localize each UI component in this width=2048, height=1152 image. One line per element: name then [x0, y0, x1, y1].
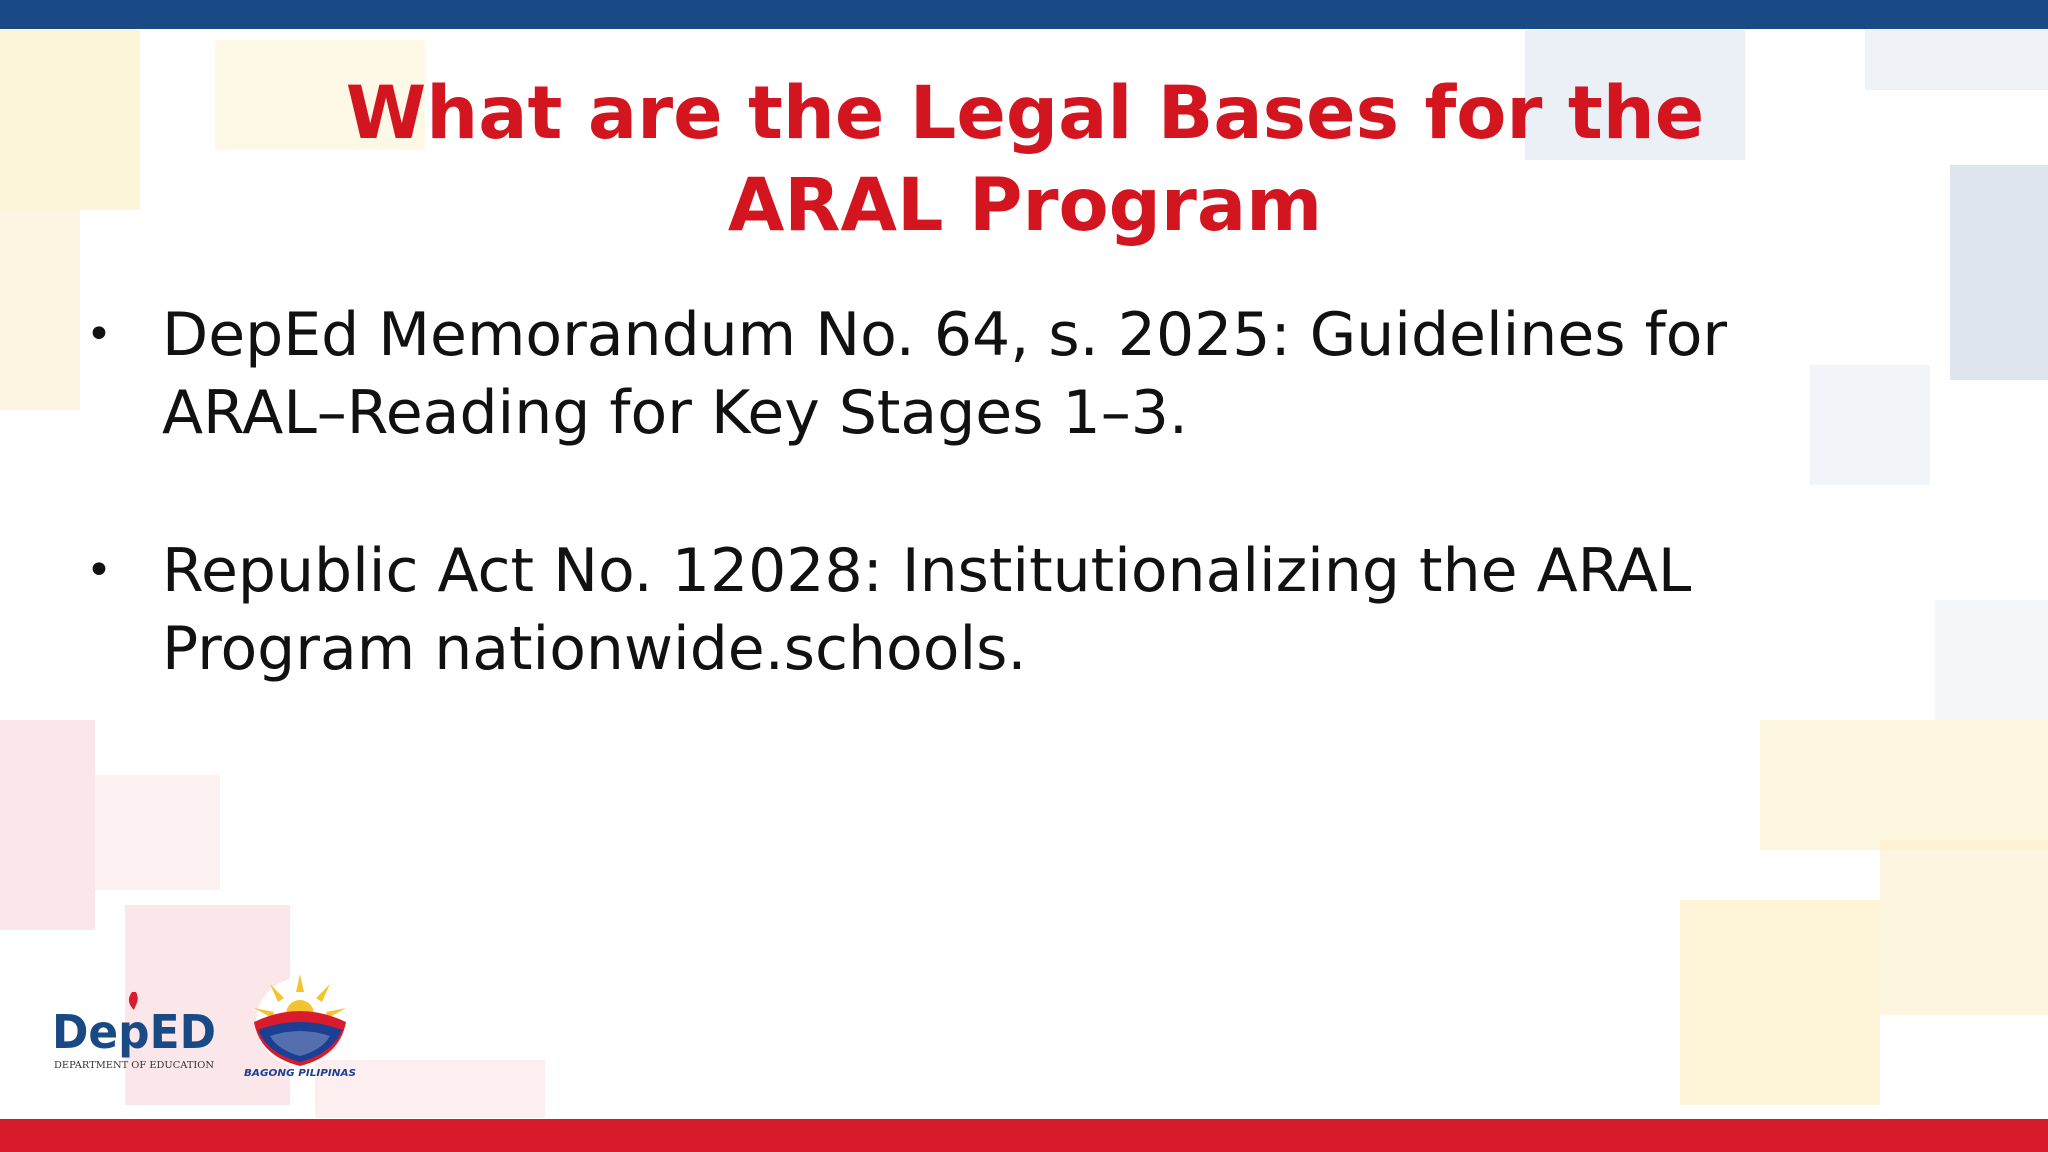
bullet-dot-icon: •: [86, 545, 112, 596]
deped-logo-subtext: DEPARTMENT OF EDUCATION: [54, 1061, 215, 1071]
bullet-text: DepEd Memorandum No. 64, s. 2025: Guidelines for ARAL–Reading for Key Stages 1–3.: [162, 300, 1728, 448]
bg-tile: [1865, 30, 2048, 90]
bullet-list: [80, 296, 1780, 768]
bg-tile: [0, 30, 140, 210]
deped-logo: [50, 986, 220, 1076]
bullet-dot-icon: •: [86, 309, 112, 360]
deped-logo-text: DepED: [52, 1005, 216, 1059]
slide-title-line-2: ARAL Program: [727, 163, 1323, 248]
slide-title: [230, 68, 1820, 252]
bullet-item: [80, 532, 1780, 688]
bg-tile: [1950, 165, 2048, 380]
bg-tile: [1935, 600, 2048, 720]
top-color-bar: [0, 0, 2048, 29]
bg-tile: [90, 775, 220, 890]
bullet-item: [80, 296, 1780, 452]
bagong-logo-text: BAGONG PILIPINAS: [244, 1068, 356, 1079]
bg-tile: [1880, 840, 2048, 1015]
bg-tile: [0, 210, 80, 410]
bg-tile: [1810, 365, 1930, 485]
bagong-pilipinas-logo: [240, 970, 360, 1080]
bottom-color-bar: [0, 1119, 2048, 1152]
bg-tile: [1680, 900, 1880, 1105]
slide-title-line-1: What are the Legal Bases for the: [345, 71, 1705, 156]
bullet-text: Republic Act No. 12028: Institutionalizing the ARAL Program nationwide.schools.: [162, 536, 1692, 684]
bg-tile: [1760, 720, 2048, 850]
